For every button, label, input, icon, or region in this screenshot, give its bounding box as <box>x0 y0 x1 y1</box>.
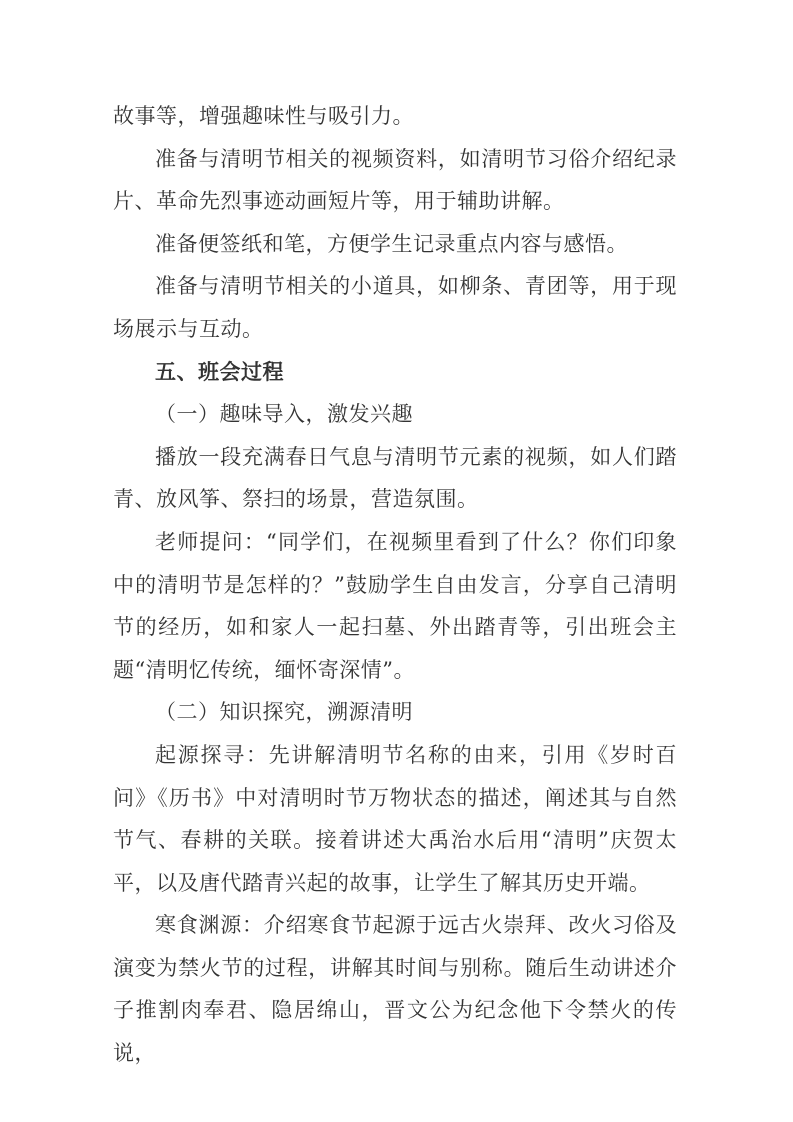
paragraph: 起源探寻：先讲解清明节名称的由来，引用《岁时百问》《历书》中对清明时节万物状态的描述，阐述其与自然节气、春耕的关联。接着讲述大禹治水后用“清明”庆贺太平，以及唐代踏青兴起的故事，让学生了解其历史开端。 <box>113 742 677 895</box>
paragraph: 寒食渊源：介绍寒食节起源于远古火崇拜、改火习俗及演变为禁火节的过程，讲解其时间与别称。随后生动讲述介子推割肉奉君、隐居绵山，晋文公为纪念他下令禁火的传说， <box>113 913 677 1066</box>
paragraph: 准备与清明节相关的小道具，如柳条、青团等，用于现场展示与互动。 <box>113 274 677 341</box>
document-text-area <box>113 95 677 1075</box>
paragraph: 老师提问：“同学们，在视频里看到了什么？你们印象中的清明节是怎样的？”鼓励学生自由发言，分享自己清明节的经历，如和家人一起扫墓、外出踏青等，引出班会主题“清明忆传统，缅怀寄深情”。 <box>113 529 677 682</box>
subsection-heading: （一）趣味导入，激发兴趣 <box>155 402 413 427</box>
subsection-heading: （二）知识探究，溯源清明 <box>155 700 413 725</box>
paragraph: 准备与清明节相关的视频资料，如清明节习俗介绍纪录片、革命先烈事迹动画短片等，用于辅助讲解。 <box>113 146 677 214</box>
paragraph: 故事等，增强趣味性与吸引力。 <box>113 104 414 128</box>
paragraph: 准备便签纸和笔，方便学生记录重点内容与感悟。 <box>155 231 628 256</box>
section-heading: 五、班会过程 <box>155 358 284 384</box>
paragraph: 播放一段充满春日气息与清明节元素的视频，如人们踏青、放风筝、祭扫的场景，营造氛围。 <box>113 444 677 512</box>
